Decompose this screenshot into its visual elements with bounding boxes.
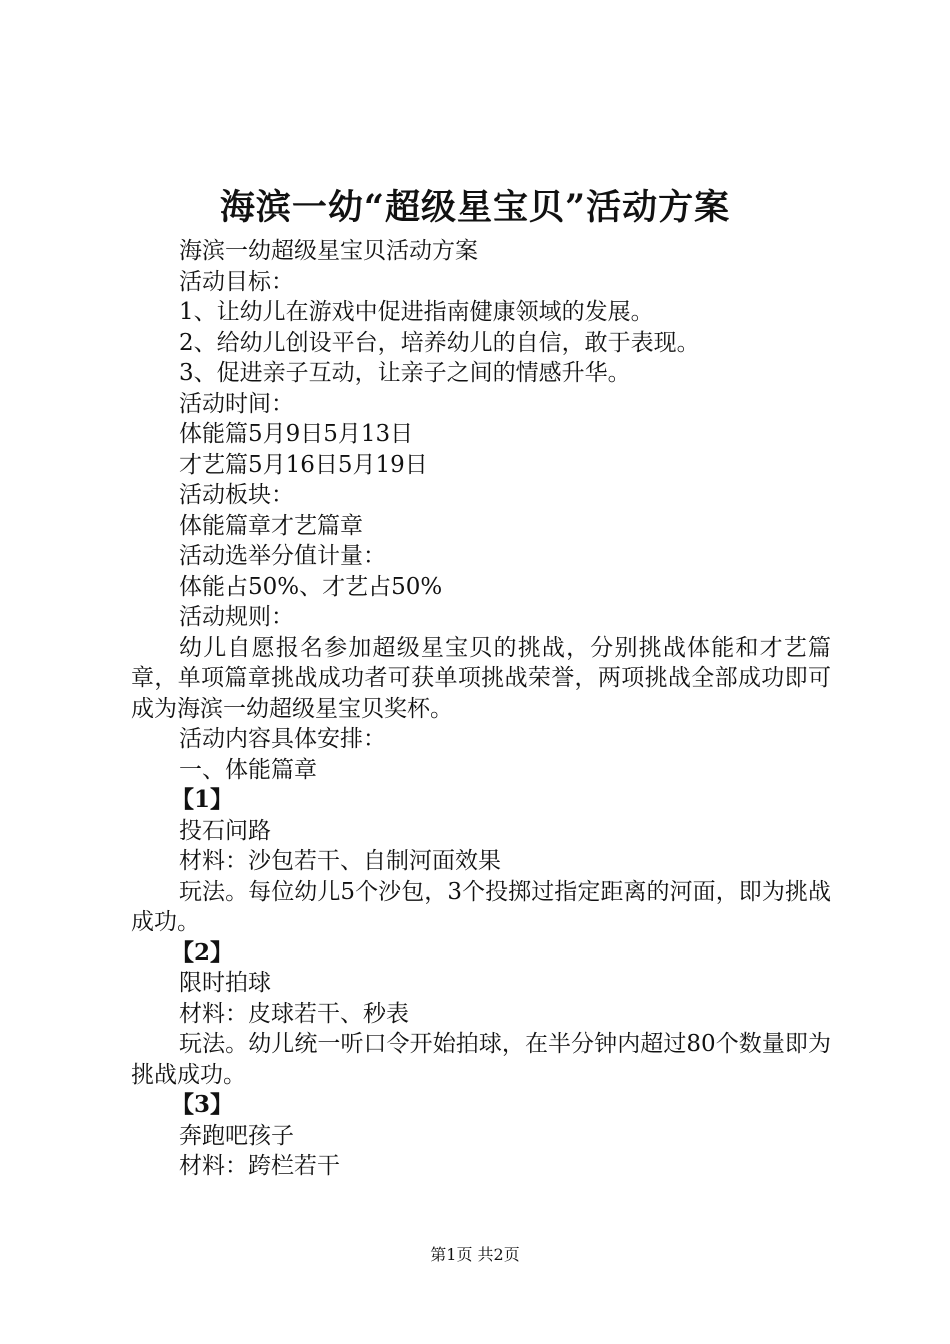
paragraph-item-1-number: 【1】 [171, 786, 234, 813]
page-footer: 第1页 共2页 [430, 1245, 520, 1264]
document-title: 海滨一幼“超级星宝贝”活动方案 [219, 187, 731, 228]
paragraph-sections: 体能篇章才艺篇章 [179, 512, 363, 539]
paragraph-item-1-name: 投石问路 [179, 817, 271, 844]
paragraph-time-talent: 才艺篇5月16日5月19日 [179, 451, 428, 478]
paragraph-item-2-method: 玩法。幼儿统一听口令开始拍球，在半分钟内超过80个数量即为挑战成功。 [131, 1031, 831, 1088]
paragraph-goals-heading: 活动目标： [179, 268, 294, 295]
paragraph-item-3-number: 【3】 [171, 1091, 234, 1118]
paragraph-time-physical: 体能篇5月9日5月13日 [179, 421, 414, 447]
paragraph-physical-chapter: 一、体能篇章 [179, 756, 317, 783]
paragraph-score: 体能占50%、才艺占50% [179, 573, 443, 600]
paragraph-time-heading: 活动时间： [179, 390, 294, 417]
paragraph-item-1-method: 玩法。每位幼儿5个沙包，3个投掷过指定距离的河面，即为挑战成功。 [131, 878, 831, 935]
paragraph-rules-heading: 活动规则： [179, 604, 294, 630]
paragraph-subtitle: 海滨一幼超级星宝贝活动方案 [179, 238, 478, 264]
paragraph-item-2-name: 限时拍球 [179, 970, 271, 996]
paragraph-score-heading: 活动选举分值计量： [179, 543, 386, 569]
paragraph-item-1-materials: 材料：沙包若干、自制河面效果 [179, 848, 501, 874]
paragraph-goal-3: 3、促进亲子互动，让亲子之间的情感升华。 [179, 360, 631, 386]
paragraph-schedule-heading: 活动内容具体安排： [179, 726, 386, 752]
paragraph-item-3-materials: 材料：跨栏若干 [179, 1153, 340, 1179]
paragraph-item-3-name: 奔跑吧孩子 [179, 1122, 294, 1149]
paragraph-rules: 幼儿自愿报名参加超级星宝贝的挑战，分别挑战体能和才艺篇章，单项篇章挑战成功者可获单项挑战荣誉，两项挑战全部成功即可成为海滨一幼超级星宝贝奖杯。 [131, 634, 831, 722]
paragraph-item-2-number: 【2】 [171, 938, 234, 966]
paragraph-goal-2: 2、给幼儿创设平台，培养幼儿的自信，敢于表现。 [179, 329, 700, 356]
paragraph-goal-1: 1、让幼儿在游戏中促进指南健康领域的发展。 [179, 299, 654, 325]
paragraph-sections-heading: 活动板块： [179, 482, 294, 508]
document-body [131, 236, 831, 1182]
paragraph-item-2-materials: 材料：皮球若干、秒表 [179, 1000, 409, 1027]
